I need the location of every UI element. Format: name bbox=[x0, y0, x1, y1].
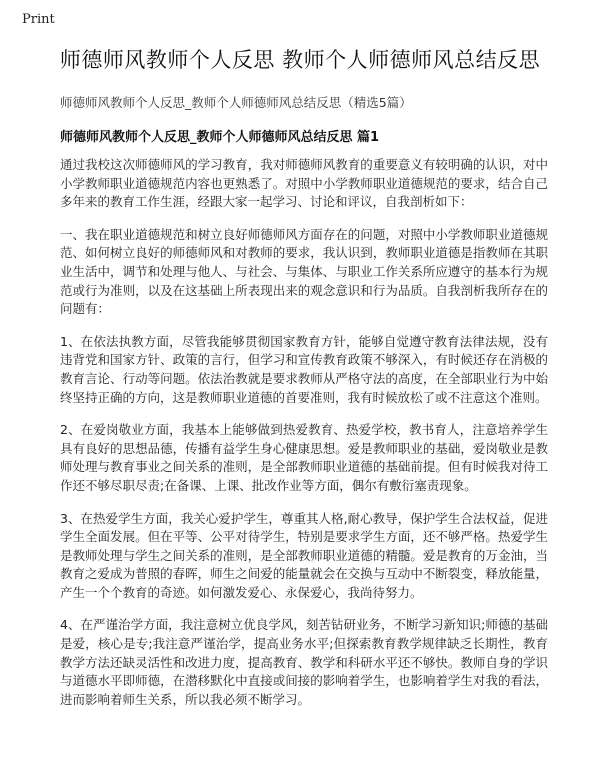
page-title: 师德师风教师个人反思 教师个人师德师风总结反思 bbox=[59, 48, 541, 72]
paragraph: 3、在热爱学生方面，我关心爱护学生，尊重其人格,耐心教导，保护学生合法权益，促进学生全面发展。但在平等、公平对待学生，特别是要求学生方面，还不够严格。热爱学生是教师处理与学生之间关系的准则，是全部教师职业道德的精髓。爱是教育的万金油，当教育之爱成为普照的春晖，师生之间爱的能量就会在交换与互动中不断裂变，释放能量，产生一个个教育的奇迹。如何激发爱心、永保爱心，我尚待努力。 bbox=[60, 510, 548, 600]
paragraph: 一、我在职业道德规范和树立良好师德师风方面存在的问题，对照中小学教师职业道德规范、如何树立良好的师德师风和对教师的要求，我认识到，教师职业道德是指教师在其职业生活中，调节和处理与他人、与社会、与集体、与职业工作关系所应遵守的基本行为规范或行为准则，以及在这基础上所表现出来的观念意识和行为品质。自我剖析我所存在的问题有： bbox=[60, 226, 548, 317]
document-subtitle: 师德师风教师个人反思_教师个人师德师风总结反思（精选5篇） bbox=[60, 95, 412, 110]
paragraph: 1、在依法执教方面，尽管我能够贯彻国家教育方针，能够自觉遵守教育法律法规，没有违背党和国家方针、政策的言行，但学习和宣传教育政策不够深入，有时候还存在消极的教育言论、行动等问题。依法治教就是要求教师从严格守法的高度，在全部职业行为中始终坚持正确的方向，这是教师职业道德的首要准则，我有时候放松了或不注意这个准则。 bbox=[60, 333, 548, 405]
section-heading: 师德师风教师个人反思_教师个人师德师风总结反思 篇1 bbox=[60, 130, 380, 145]
print-link[interactable]: Print bbox=[22, 12, 55, 27]
paragraph: 4、在严谨治学方面，我注意树立优良学风，刻苦钻研业务，不断学习新知识;师德的基础是爱，核心是专;我注意严谨治学，提高业务水平;但探索教育教学规律缺乏长期性，教育教学方法还缺灵活性和改进力度，提高教育、教学和科研水平还不够快。教师自身的学识与道德水平即师德，在潜移默化中直接或间接的影响着学生，也影响着学生对我的看法，进而影响着师生关系，所以我必须不断学习。 bbox=[60, 617, 548, 707]
paragraph: 2、在爱岗敬业方面，我基本上能够做到热爱教育、热爱学校，教书育人，注意培养学生具有良好的思想品德，传播有益学生身心健康思想。爱是教师职业的基础，爱岗敬业是教师处理与教育事业之间关系的准则，是全部教师职业道德的基础前提。但有时候我对待工作还不够尽职尽责;在备课、上课、批改作业等方面，偶尔有敷衍塞责现象。 bbox=[60, 422, 548, 493]
paragraph: 通过我校这次师德师风的学习教育，我对师德师风教育的重要意义有较明确的认识，对中小学教师职业道德规范内容也更熟悉了。对照中小学教师职业道德规范的要求，结合自己多年来的教育工作生涯，经跟大家一起学习、讨论和评议，自我剖析如下： bbox=[60, 157, 548, 210]
document-body bbox=[60, 156, 548, 723]
